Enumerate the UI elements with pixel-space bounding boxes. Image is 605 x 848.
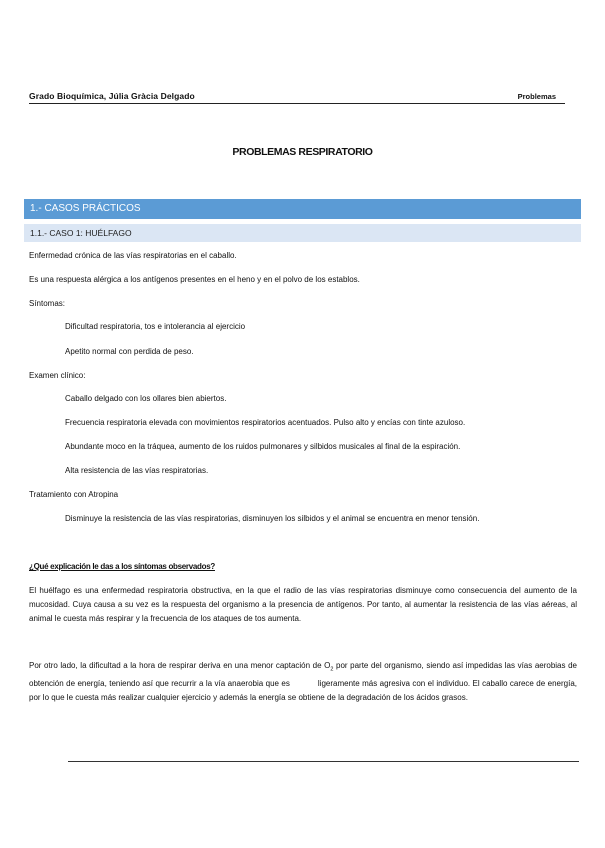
symptom-item: Apetito normal con perdida de peso. bbox=[65, 347, 194, 356]
footer-divider bbox=[68, 761, 579, 762]
exam-item: Caballo delgado con los ollares bien abiertos. bbox=[65, 394, 227, 403]
symptom-item: Dificultad respiratoria, tos e intolerancia al ejercicio bbox=[65, 322, 246, 331]
exam-item: Alta resistencia de las vías respiratorias. bbox=[65, 466, 209, 475]
intro-line: Enfermedad crónica de las vías respiratorias en el caballo. bbox=[29, 251, 237, 260]
exam-item: Abundante moco en la tráquea, aumento de los ruidos pulmonares y silbidos musicales al final de la espiración. bbox=[65, 442, 461, 451]
intro-line: Es una respuesta alérgica a los antígenos presentes en el heno y en el polvo de los establos. bbox=[29, 275, 360, 284]
answer-text: Por otro lado, la dificultad a la hora de respirar deriva en una menor captación de O bbox=[29, 661, 331, 670]
section-heading: 1.- CASOS PRÁCTICOS bbox=[24, 199, 581, 219]
answer-paragraph bbox=[29, 659, 577, 705]
question-heading: ¿Qué explicación le das a los síntomas observados? bbox=[29, 562, 215, 571]
oxygen-subscript: 2 bbox=[330, 666, 334, 673]
document-title: PROBLEMAS RESPIRATORIO bbox=[232, 146, 373, 158]
exam-label: Examen clínico: bbox=[29, 371, 86, 380]
header-section: Problemas bbox=[517, 92, 556, 101]
answer-text: por parte del organismo, siendo así impedidas las vías aerobias de obtención de energía, teniendo así que recurrir a la vía anaerobia que es bbox=[29, 661, 577, 688]
treatment-item: Disminuye la resistencia de las vías respiratorias, disminuyen los silbidos y el animal se encuentra en menor tensión. bbox=[65, 514, 480, 523]
subsection-heading: 1.1.- CASO 1: HUÉLFAGO bbox=[24, 224, 581, 242]
treatment-label: Tratamiento con Atropina bbox=[29, 490, 119, 499]
header-author: Grado Bioquímica, Júlia Gràcia Delgado bbox=[29, 91, 195, 101]
header-divider bbox=[29, 103, 565, 104]
answer-paragraph: El huélfago es una enfermedad respiratoria obstructiva, en la que el radio de las vías respiratorias disminuye como consecuencia del aumento de la mucosidad. Cuya causa a su vez es la respuesta del organismo a la presencia de antígenos. Por tanto, al aumentar la resistencia de las vías aéreas, al animal le cuesta más respirar y la frecuencia de los ataques de tos aumenta. bbox=[29, 586, 577, 623]
exam-item: Frecuencia respiratoria elevada con movimientos respiratorios acentuados. Pulso alto y encías con tinte azuloso. bbox=[65, 418, 466, 427]
answer-text: ligeramente más agresiva con el individuo. El caballo carece de energía, por lo que le cuesta más realizar cualquier ejercicio y además la energía se obtiene de la degradación de los ácidos grasos. bbox=[29, 678, 577, 702]
symptoms-label: Síntomas: bbox=[29, 299, 66, 308]
